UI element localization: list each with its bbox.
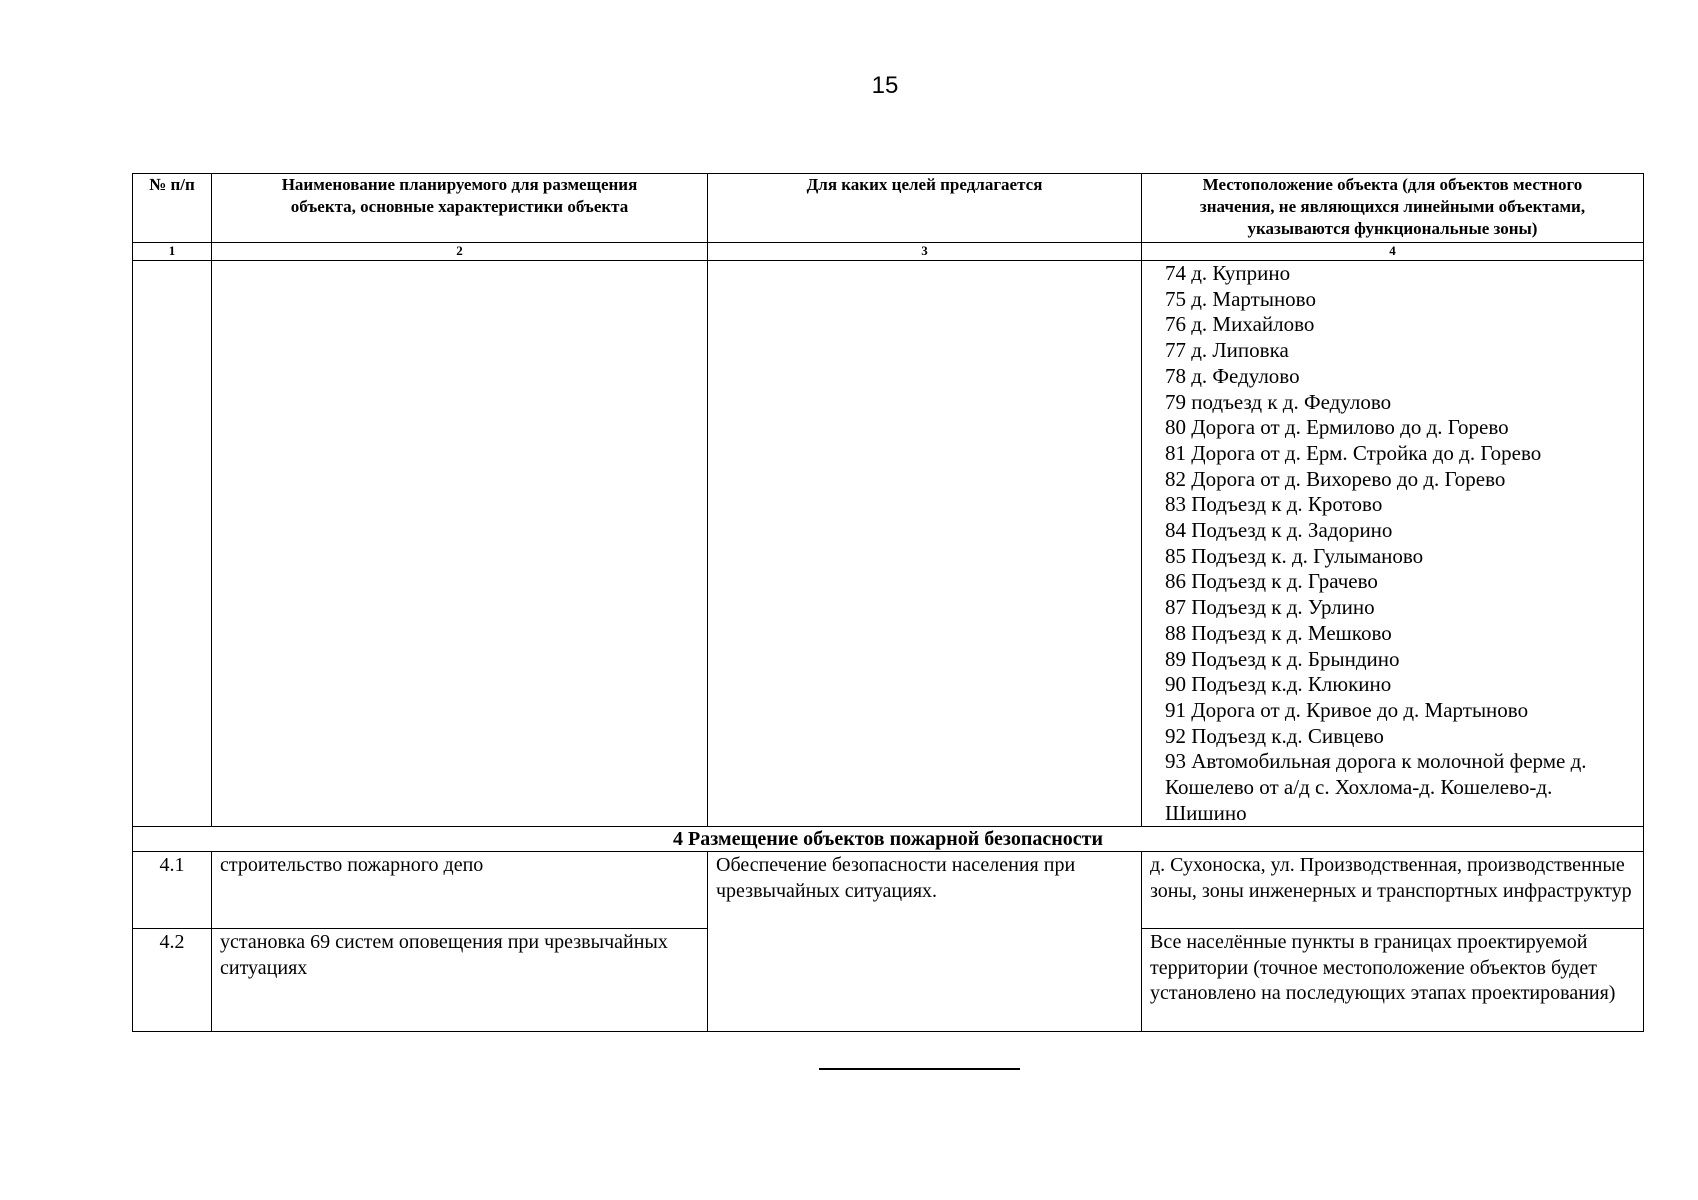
list-item: 91 Дорога от д. Кривое до д. Мартыново <box>1165 697 1529 722</box>
list-item: 74 д. Куприно <box>1165 261 1291 285</box>
list-item: 81 Дорога от д. Ерм. Стройка до д. Горево <box>1165 440 1542 465</box>
object-location: д. Сухоноска, ул. Производственная, производственные зоны, зоны инженерных и транспортных инфраструктур <box>1142 852 1644 929</box>
row-number: 4.2 <box>133 929 212 1032</box>
continuation-row <box>133 261 1644 827</box>
list-item: 85 Подъезд к. д. Гулыманово <box>1165 543 1424 568</box>
object-purpose: Обеспечение безопасности населения при чрезвычайных ситуациях. <box>708 852 1142 1032</box>
list-item: 76 д. Михайлово <box>1165 312 1315 337</box>
object-name: строительство пожарного депо <box>212 852 708 929</box>
object-location: Все населённые пункты в границах проектируемой территории (точное местоположение объектов будет установлено на последующих этапах проектирования) <box>1142 929 1644 1032</box>
header-purpose: Для каких целей предлагается <box>708 174 1142 243</box>
column-number: 3 <box>708 243 1142 261</box>
row-number: 4.1 <box>133 852 212 929</box>
location-list <box>1142 261 1644 827</box>
object-name: установка 69 систем оповещения при чрезвычайных ситуациях <box>212 929 708 1032</box>
list-item: 87 Подъезд к д. Урлино <box>1165 595 1375 620</box>
list-item: 78 д. Федулово <box>1165 363 1300 388</box>
empty-cell <box>708 261 1142 827</box>
list-item: 82 Дорога от д. Вихорево до д. Горево <box>1165 466 1506 491</box>
planning-table <box>132 173 1644 1032</box>
column-number: 2 <box>212 243 708 261</box>
table-row <box>133 852 1644 929</box>
empty-cell <box>133 261 212 827</box>
empty-cell <box>212 261 708 827</box>
header-number: № п/п <box>133 174 212 243</box>
column-number: 4 <box>1142 243 1644 261</box>
section-row <box>133 827 1644 852</box>
list-item: 79 подъезд к д. Федулово <box>1165 389 1392 414</box>
list-item: 86 Подъезд к д. Грачево <box>1165 569 1378 594</box>
list-item: 89 Подъезд к д. Брындино <box>1165 646 1400 671</box>
list-item: 93 Автомобильная дорога к молочной ферме д. Кошелево от а/д с. Хохлома-д. Кошелево-д. Шишино <box>1165 749 1587 825</box>
list-item: 83 Подъезд к д. Кротово <box>1165 492 1383 517</box>
list-item: 77 д. Липовка <box>1165 338 1289 363</box>
list-item: 84 Подъезд к д. Задорино <box>1165 518 1393 543</box>
page-number: 15 <box>871 72 899 99</box>
header-location: Местоположение объекта (для объектов местного значения, не являющихся линейными объектами, указываются функциональные зоны) <box>1142 174 1644 243</box>
list-item: 80 Дорога от д. Ермилово до д. Горево <box>1165 415 1509 440</box>
list-item: 88 Подъезд к д. Мешково <box>1165 620 1392 645</box>
list-item: 90 Подъезд к.д. Клюкино <box>1165 672 1392 697</box>
table-header-row <box>133 174 1644 243</box>
list-item: 92 Подъезд к.д. Сивцево <box>1165 723 1384 748</box>
column-number-row <box>133 243 1644 261</box>
column-number: 1 <box>133 243 212 261</box>
end-rule <box>819 1068 1020 1070</box>
section-title: 4 Размещение объектов пожарной безопасности <box>133 827 1644 852</box>
header-object-name: Наименование планируемого для размещения объекта, основные характеристики объекта <box>212 174 708 243</box>
list-item: 75 д. Мартыново <box>1165 286 1316 311</box>
